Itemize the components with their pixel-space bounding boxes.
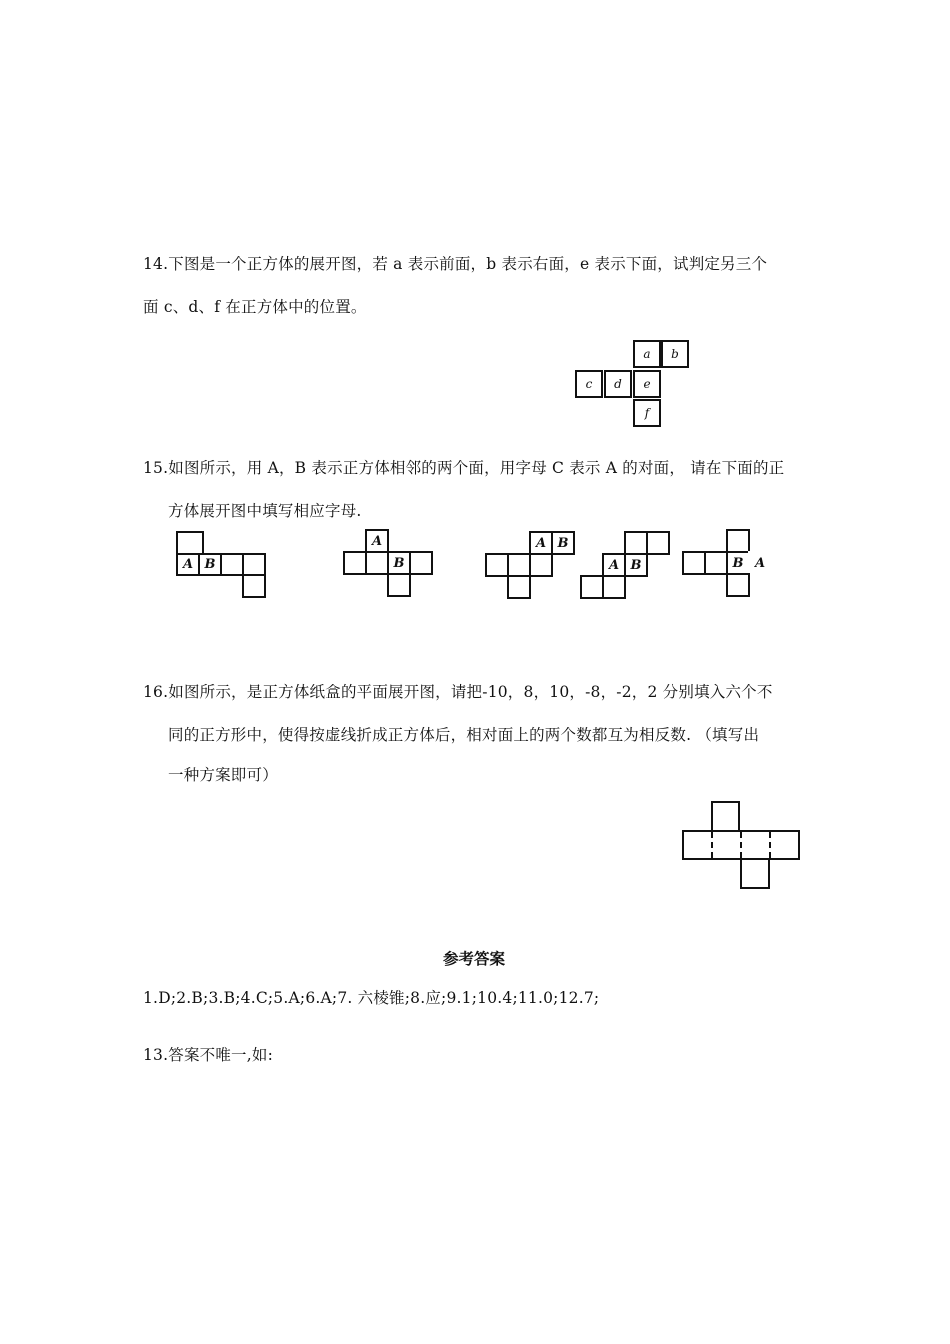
q16-text-line1: 16.如图所示，是正方体纸盒的平面展开图，请把-10，8，10，-8，-2，2 分别填入六个不	[143, 683, 773, 701]
net3-face	[507, 575, 531, 599]
net3-face-a: A	[529, 531, 553, 555]
q15-net-3	[485, 531, 580, 601]
fold-line	[711, 832, 713, 858]
fold-line	[713, 830, 739, 832]
answers-line1: 1.D;2.B;3.B;4.C;5.A;6.A;7. 六棱锥;8.应;9.1;10.4;11.0;12.7;	[143, 989, 600, 1007]
net-bottom-face	[740, 858, 770, 889]
fold-line	[740, 832, 742, 858]
q16-text-line2: 同的正方形中，使得按虚线折成正方体后，相对面上的两个数都互为相反数. （填写出	[168, 726, 760, 744]
net3-face	[485, 553, 509, 577]
net2-face	[343, 551, 367, 575]
net-face-f: f	[633, 399, 661, 427]
net1-face	[242, 574, 266, 598]
net3-face-b: B	[551, 531, 575, 555]
net-top-face	[711, 801, 740, 831]
fold-line	[769, 832, 771, 858]
net3-face	[529, 553, 553, 577]
net2-face	[365, 551, 389, 575]
q15-net-5	[682, 529, 777, 599]
net4-face	[602, 575, 626, 599]
q16-text-line3: 一种方案即可）	[168, 766, 278, 784]
net1-face-b: B	[198, 553, 222, 576]
q14-text-line1: 14.下图是一个正方体的展开图，若 a 表示前面，b 表示右面，e 表示下面，试判定另三个	[143, 255, 768, 273]
q16-cube-net	[682, 801, 802, 891]
net4-face	[624, 531, 648, 555]
q15-text-line2: 方体展开图中填写相应字母.	[168, 502, 362, 520]
net5-face	[726, 573, 750, 597]
net1-face	[242, 553, 266, 576]
net4-face	[580, 575, 604, 599]
net-face-b: b	[661, 340, 689, 368]
net3-face	[507, 553, 531, 577]
net1-face	[176, 531, 204, 555]
net2-face-a: A	[365, 529, 389, 553]
net2-face	[387, 573, 411, 597]
net-face-c: c	[575, 370, 603, 398]
net-face-a: a	[633, 340, 661, 368]
net4-face-b: B	[624, 553, 648, 577]
net4-face-a: A	[602, 553, 626, 577]
net5-face	[704, 551, 728, 575]
net5-face-b: B	[726, 551, 750, 575]
answers-line2: 13.答案不唯一,如:	[143, 1046, 273, 1064]
net5-face	[726, 529, 750, 553]
net1-face-a: A	[176, 553, 200, 576]
fold-line	[742, 858, 768, 860]
q15-text-line1: 15.如图所示，用 A，B 表示正方体相邻的两个面，用字母 C 表示 A 的对面， 请在下面的正	[143, 459, 785, 477]
net2-face-b: B	[387, 551, 411, 575]
net5-face	[682, 551, 706, 575]
net2-face	[409, 551, 433, 575]
net4-face	[646, 531, 670, 555]
net1-face	[220, 553, 244, 576]
answers-title: 参考答案	[443, 950, 506, 968]
net-face-d: d	[604, 370, 632, 398]
q15-net-4	[580, 531, 675, 603]
q14-text-line2: 面 c、d、f 在正方体中的位置。	[143, 298, 367, 316]
net-face-e: e	[633, 370, 661, 398]
q15-net-1	[176, 531, 271, 601]
net5-face-a: A	[748, 551, 772, 575]
q15-net-2	[343, 529, 438, 601]
q14-cube-net	[575, 340, 695, 430]
